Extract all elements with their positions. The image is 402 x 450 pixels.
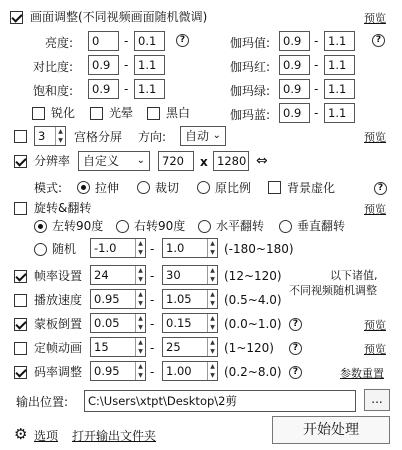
output-label: 输出位置: [16,395,69,409]
mask-min-value: 0.05 [94,316,120,330]
speed-label: 播放速度 [34,293,83,307]
freeze-min-stepper[interactable] [90,337,146,357]
sharpen-checkbox[interactable] [32,107,45,120]
fps-max-stepper[interactable] [162,265,218,285]
mode-ratio-radio[interactable] [197,181,210,194]
resolution-preset-select[interactable] [78,151,150,171]
bw-label: 黑白 [166,106,191,120]
stepper-arrows-icon[interactable]: ▲ ▼ [135,314,145,332]
glow-label: 光晕 [109,106,134,120]
freeze-help-icon[interactable]: ? [289,342,302,355]
fps-label: 帧率设置 [34,269,83,283]
stepper-arrows-icon[interactable]: ▲ ▼ [135,239,145,257]
resolution-width-input[interactable]: 720 [158,151,194,171]
picture-adjust-title: 画面调整(不同视频画面随机微调) [30,10,208,24]
stepper-arrows-icon[interactable]: ▲ ▼ [135,362,145,380]
resolution-preset-value: 自定义 [83,154,120,168]
range-dash: - [124,82,129,96]
mask-range-label: (0.0~1.0) [224,317,282,331]
browse-button[interactable]: ... [364,389,390,411]
resolution-x-label: x [200,155,208,169]
saturation-min-input[interactable]: 0.9 [88,79,119,99]
rotate-right90-radio[interactable] [116,220,129,233]
start-button[interactable]: 开始处理 [272,416,390,444]
contrast-max-input[interactable]: 1.1 [134,55,165,75]
rotate-min-value: -1.0 [94,241,117,255]
hflip-radio[interactable] [198,220,211,233]
picture-preview-link[interactable]: 预览 [364,12,386,25]
grid-count-stepper[interactable] [34,126,66,146]
mask-max-value: 0.15 [166,316,192,330]
speed-min-value: 0.95 [94,292,120,306]
contrast-min-input[interactable]: 0.9 [88,55,119,75]
gamma-blue-max-input[interactable]: 1.1 [324,103,355,123]
chevron-down-icon: ⌄ [136,155,145,166]
bw-checkbox[interactable] [147,107,160,120]
settings-icon[interactable]: ⚙ [14,425,28,443]
speed-range-label: (0.5~4.0) [224,293,282,307]
stepper-arrows-icon[interactable]: ▲ ▼ [207,338,217,356]
rotate-range-label: (-180~180) [224,242,294,256]
random-note-line2: 不同视频随机调整 [289,284,377,297]
grid-preview-link[interactable]: 预览 [364,131,386,144]
mask-min-stepper[interactable] [90,313,146,333]
range-dash: - [150,242,155,256]
stepper-arrows-icon[interactable]: ▲ ▼ [207,362,217,380]
gamma-red-max-input[interactable]: 1.1 [324,55,355,75]
stepper-arrows-icon[interactable]: ▲ ▼ [207,266,217,284]
brightness-min-input[interactable]: 0 [88,31,119,51]
speed-max-stepper[interactable] [162,289,218,309]
speed-checkbox[interactable] [14,294,27,307]
glow-checkbox[interactable] [90,107,103,120]
range-dash: - [314,82,319,96]
brightness-max-input[interactable]: 0.1 [134,31,165,51]
range-dash: - [314,34,319,48]
gamma-max-input[interactable]: 1.1 [324,31,355,51]
rotate-min-stepper[interactable] [90,238,146,258]
hflip-label: 水平翻转 [216,219,265,233]
freeze-label: 定帧动画 [34,341,83,355]
range-dash: - [150,341,155,355]
vflip-label: 垂直翻转 [297,219,346,233]
range-dash: - [124,58,129,72]
speed-min-stepper[interactable] [90,289,146,309]
resolution-height-input[interactable]: 1280 [213,151,249,171]
contrast-label: 对比度: [33,60,74,74]
gamma-red-label: 伽玛红: [230,60,271,74]
freeze-checkbox[interactable] [14,342,27,355]
brightness-help-icon[interactable]: ? [176,34,189,47]
gamma-blue-label: 伽玛蓝: [230,108,271,122]
random-note-line1: 以下诸值, [330,269,378,282]
fps-max-value: 30 [166,268,181,282]
rotate-label: 旋转&翻转 [34,201,92,215]
stepper-arrows-icon[interactable]: ▲ ▼ [135,266,145,284]
rotate-random-label: 随机 [52,242,77,256]
range-dash: - [150,269,155,283]
bitrate-min-value: 0.95 [94,364,120,378]
output-path-input[interactable]: C:\Users\xtpt\Desktop\2剪 [84,390,356,412]
open-output-folder-link[interactable]: 打开输出文件夹 [72,429,157,443]
stepper-arrows-icon[interactable]: ▲ ▼ [207,239,217,257]
mask-preview-link[interactable]: 预览 [364,319,386,332]
resolution-help-icon[interactable]: ? [374,182,387,195]
range-dash: - [314,58,319,72]
stepper-arrows-icon[interactable]: ▲ ▼ [135,338,145,356]
range-dash: - [150,365,155,379]
fps-checkbox[interactable] [14,270,27,283]
chevron-down-icon: ⌄ [212,130,221,141]
fps-min-stepper[interactable] [90,265,146,285]
grid-split-label: 宫格分屏 [74,130,123,144]
saturation-max-input[interactable]: 1.1 [134,79,165,99]
rotate-max-stepper[interactable] [162,238,218,258]
saturation-label: 饱和度: [33,84,74,98]
mode-label: 模式: [34,181,63,195]
grid-count-value: 3 [38,129,46,143]
stepper-arrows-icon[interactable]: ▲ ▼ [135,290,145,308]
fps-range-label: (12~120) [224,269,282,283]
mode-stretch-label: 拉伸 [95,181,120,195]
bitrate-label: 码率调整 [34,365,83,379]
freeze-max-value: 25 [166,340,181,354]
gamma-label: 伽玛值: [230,36,271,50]
range-dash: - [124,34,129,48]
sharpen-label: 锐化 [51,106,76,120]
mode-stretch-radio[interactable] [77,181,90,194]
mode-crop-radio[interactable] [137,181,150,194]
bitrate-min-stepper[interactable] [90,361,146,381]
gamma-green-label: 伽玛绿: [230,84,271,98]
reset-params-link[interactable]: 参数重置 [340,367,384,380]
freeze-preview-link[interactable]: 预览 [364,343,386,356]
gamma-red-min-input[interactable]: 0.9 [279,55,310,75]
gamma-blue-min-input[interactable]: 0.9 [279,103,310,123]
range-dash: - [314,106,319,120]
resolution-label: 分辨率 [34,154,71,168]
bitrate-max-stepper[interactable] [162,361,218,381]
mask-help-icon[interactable]: ? [289,318,302,331]
bitrate-checkbox[interactable] [14,366,27,379]
bitrate-range-label: (0.2~8.0) [224,365,282,379]
resolution-checkbox[interactable] [14,155,27,168]
freeze-max-stepper[interactable] [162,337,218,357]
gamma-green-min-input[interactable]: 0.9 [279,79,310,99]
mode-ratio-label: 原比例 [215,181,252,195]
gamma-green-max-input[interactable]: 1.1 [324,79,355,99]
mask-max-stepper[interactable] [162,313,218,333]
direction-value: 自动 [185,129,210,143]
rotate-max-value: 1.0 [166,241,185,255]
stepper-arrows-icon[interactable]: ▲ ▼ [207,290,217,308]
options-link[interactable]: 选项 [34,429,59,443]
grid-split-checkbox[interactable] [14,130,27,143]
freeze-min-value: 15 [94,340,109,354]
stepper-arrows-icon[interactable]: ▲ ▼ [207,314,217,332]
mode-crop-label: 裁切 [155,181,180,195]
direction-select[interactable] [180,126,226,146]
rotate-right90-label: 右转90度 [134,219,186,233]
rotate-left90-label: 左转90度 [52,219,104,233]
rotate-left90-radio[interactable] [34,220,47,233]
rotate-random-radio[interactable] [34,243,47,256]
bg-blur-checkbox[interactable] [268,181,281,194]
rotate-preview-link[interactable]: 预览 [364,203,386,216]
gamma-min-input[interactable]: 0.9 [279,31,310,51]
speed-max-value: 1.05 [166,292,192,306]
range-dash: - [150,317,155,331]
rotate-checkbox[interactable] [14,202,27,215]
stepper-arrows-icon[interactable]: ▲ ▼ [55,127,65,145]
bg-blur-label: 背景虚化 [287,181,336,195]
picture-adjust-checkbox[interactable] [10,11,23,24]
mask-label: 蒙板倒置 [34,317,83,331]
direction-label: 方向: [138,130,167,144]
freeze-range-label: (1~120) [224,341,274,355]
vflip-radio[interactable] [279,220,292,233]
range-dash: - [150,293,155,307]
gamma-help-icon[interactable]: ? [372,34,385,47]
swap-icon[interactable]: ⇔ [256,153,268,169]
brightness-label: 亮度: [45,36,74,50]
fps-min-value: 24 [94,268,109,282]
bitrate-help-icon[interactable]: ? [289,366,302,379]
bitrate-max-value: 1.00 [166,364,192,378]
mask-checkbox[interactable] [14,318,27,331]
